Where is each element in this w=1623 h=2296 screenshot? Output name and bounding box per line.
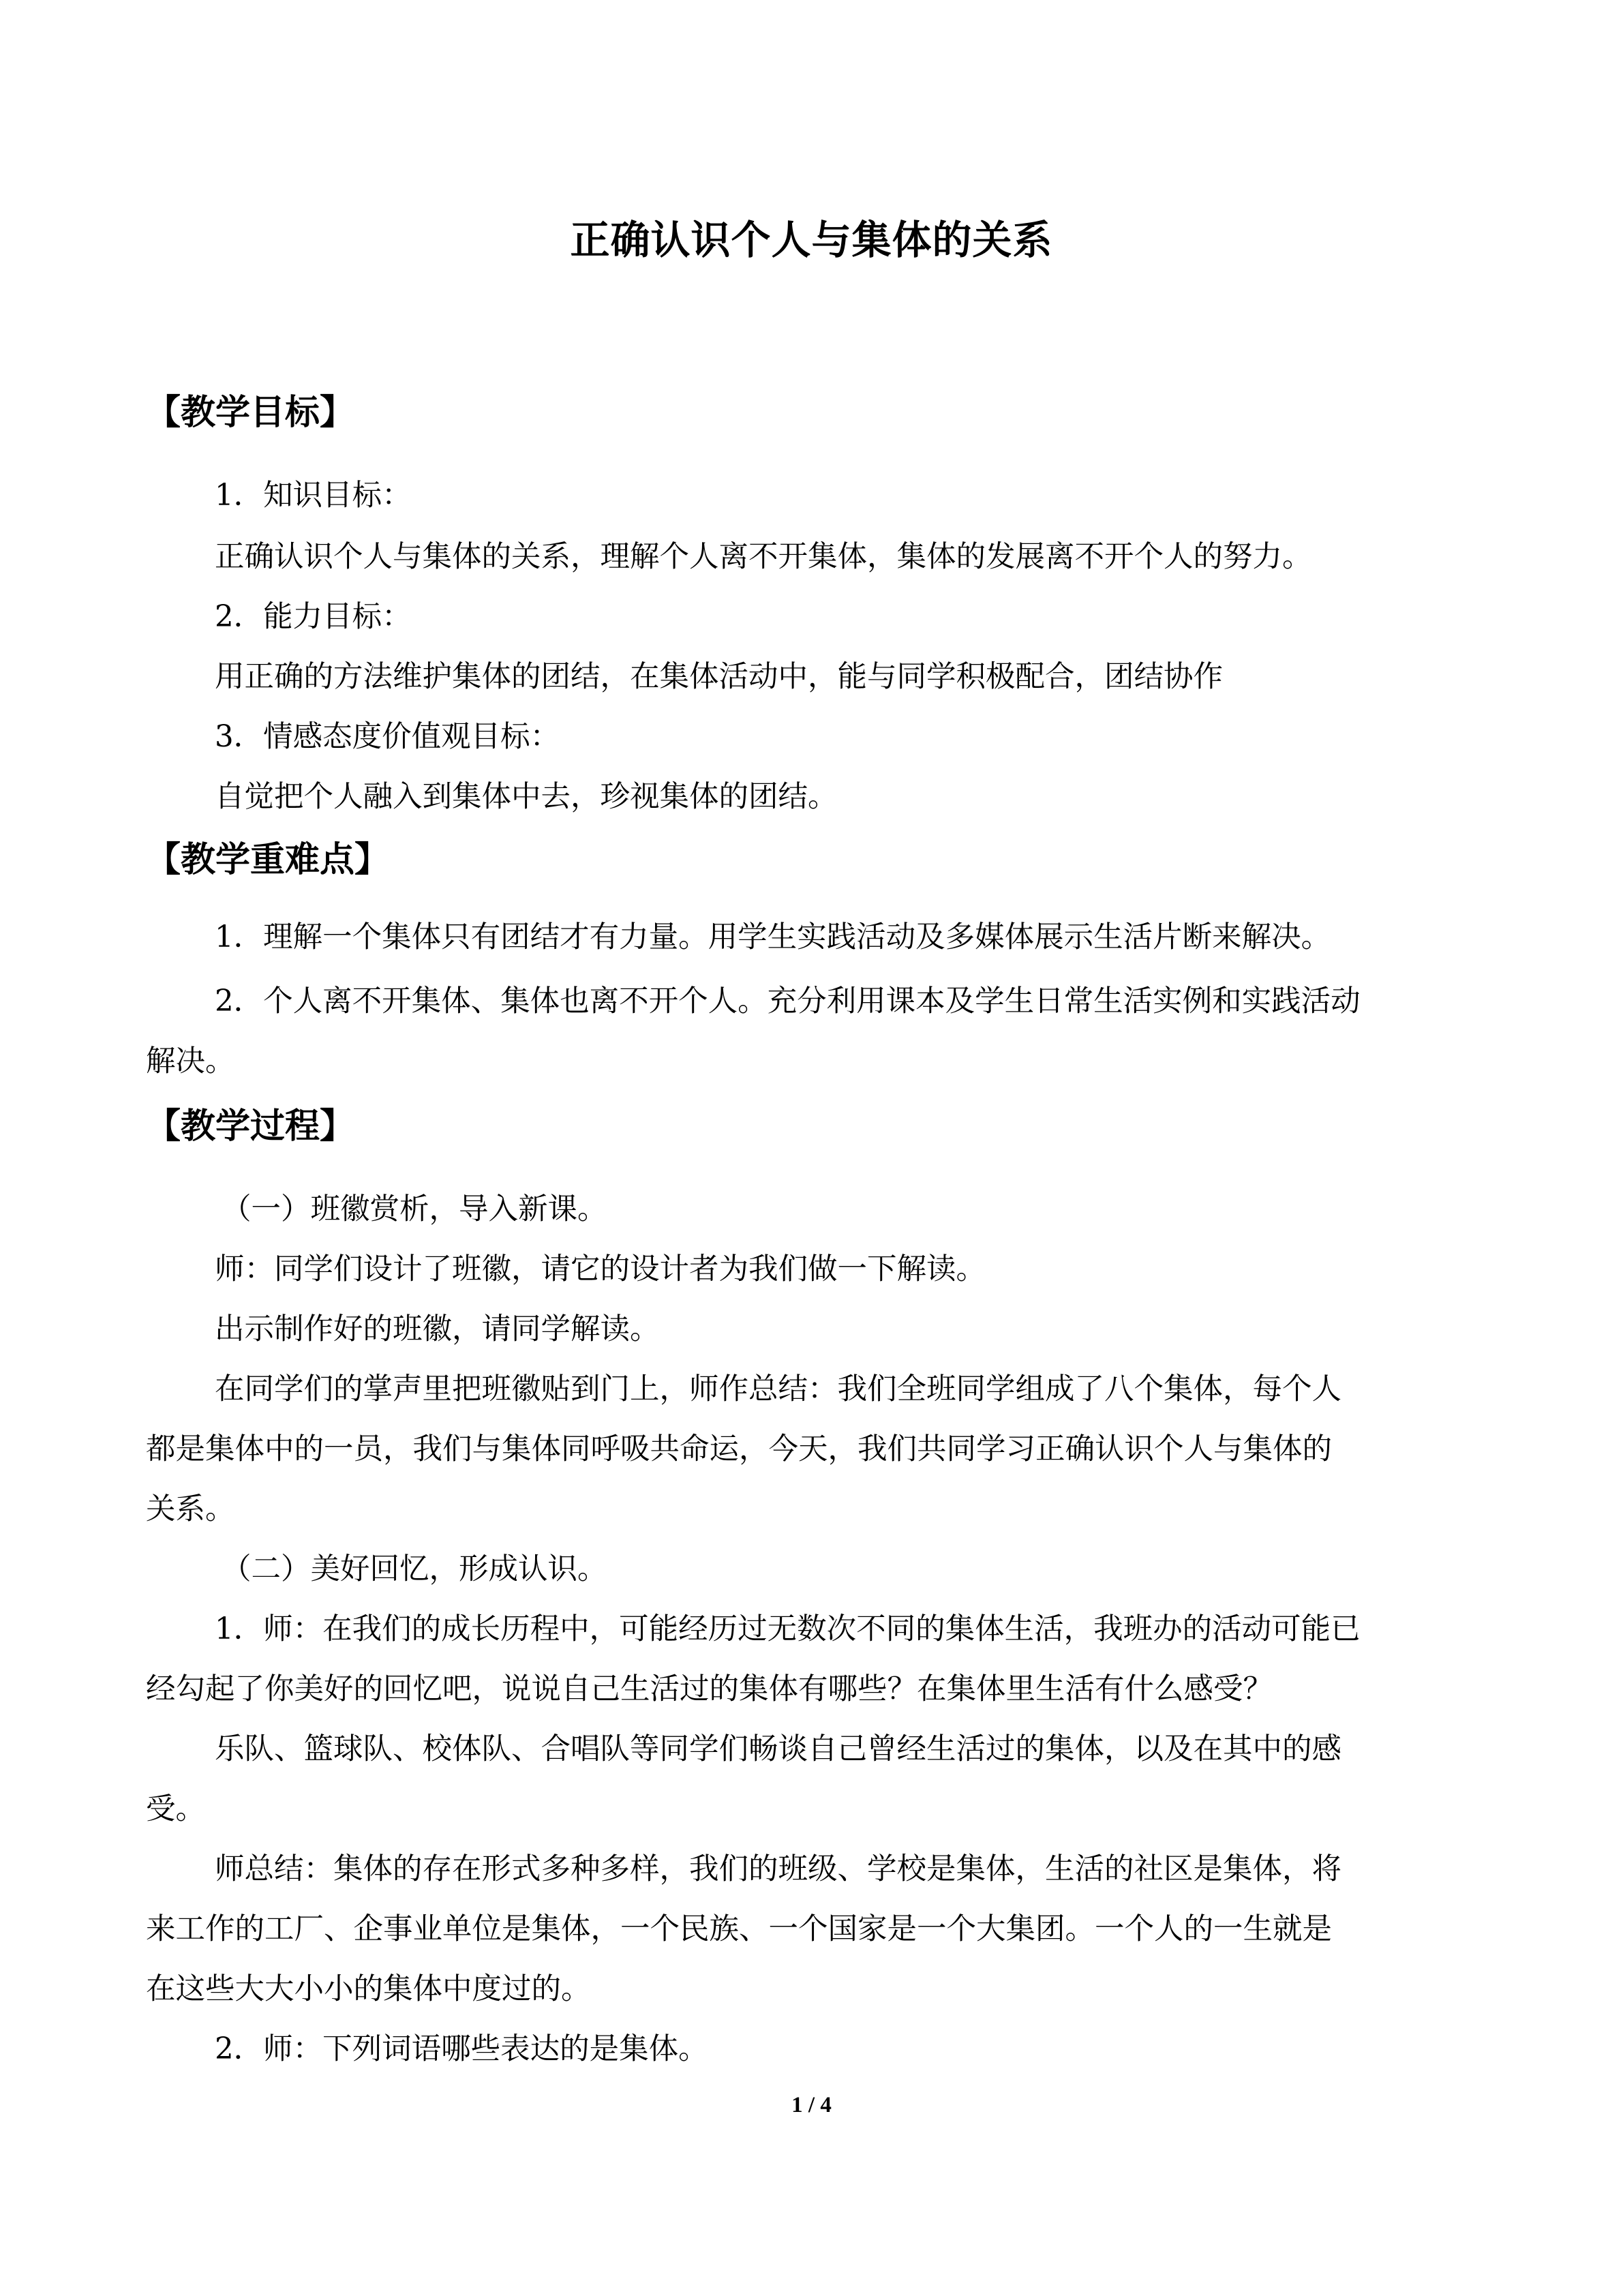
key-point-line: 1．理解一个集体只有团结才有力量。用学生实践活动及多媒体展示生活片断来解决。 [215, 920, 1331, 954]
process-line: 受。 [146, 1792, 205, 1826]
process-line: 关系。 [146, 1492, 235, 1526]
objective-line: 3．情感态度价值观目标： [215, 720, 560, 754]
process-line: 2．师：下列词语哪些表达的是集体。 [215, 2032, 708, 2066]
document-title: 正确认识个人与集体的关系 [570, 217, 1053, 263]
process-line: （二）美好回忆，形成认识。 [222, 1552, 607, 1586]
process-line: 都是集体中的一员，我们与集体同呼吸共命运，今天，我们共同学习正确认识个人与集体的 [146, 1432, 1332, 1466]
process-line: 出示制作好的班徽，请同学解读。 [215, 1312, 660, 1346]
page-number: 1 / 4 [791, 2093, 832, 2117]
objective-line: 用正确的方法维护集体的团结，在集体活动中，能与同学积极配合，团结协作 [215, 660, 1223, 694]
process-line: 在同学们的掌声里把班徽贴到门上，师作总结：我们全班同学组成了八个集体，每个人 [215, 1372, 1341, 1406]
section-heading-objectives: 【教学目标】 [146, 392, 355, 433]
process-line: 乐队、篮球队、校体队、合唱队等同学们畅谈自己曾经生活过的集体，以及在其中的感 [215, 1732, 1341, 1766]
process-line: 师：同学们设计了班徽，请它的设计者为我们做一下解读。 [215, 1252, 986, 1286]
process-line: 师总结：集体的存在形式多种多样，我们的班级、学校是集体，生活的社区是集体，将 [215, 1852, 1341, 1886]
process-line: 来工作的工厂、企事业单位是集体，一个民族、一个国家是一个大集团。一个人的一生就是 [146, 1912, 1332, 1946]
section-heading-key-points: 【教学重难点】 [146, 839, 390, 880]
process-line: 在这些大大小小的集体中度过的。 [146, 1972, 591, 2006]
process-line: （一）班徽赏析，导入新课。 [222, 1192, 607, 1226]
objective-line: 1．知识目标： [215, 479, 412, 513]
objective-line: 2．能力目标： [215, 600, 412, 634]
key-point-line: 2．个人离不开集体、集体也离不开个人。充分利用课本及学生日常生活实例和实践活动 [215, 984, 1361, 1018]
key-point-line: 解决。 [146, 1044, 235, 1078]
process-line: 经勾起了你美好的回忆吧，说说自己生活过的集体有哪些？在集体里生活有什么感受？ [146, 1672, 1273, 1706]
section-heading-process: 【教学过程】 [146, 1106, 355, 1147]
process-line: 1．师：在我们的成长历程中，可能经历过无数次不同的集体生活，我班办的活动可能已 [215, 1612, 1361, 1646]
objective-line: 自觉把个人融入到集体中去，珍视集体的团结。 [215, 780, 838, 814]
objective-line: 正确认识个人与集体的关系，理解个人离不开集体，集体的发展离不开个人的努力。 [215, 540, 1312, 574]
